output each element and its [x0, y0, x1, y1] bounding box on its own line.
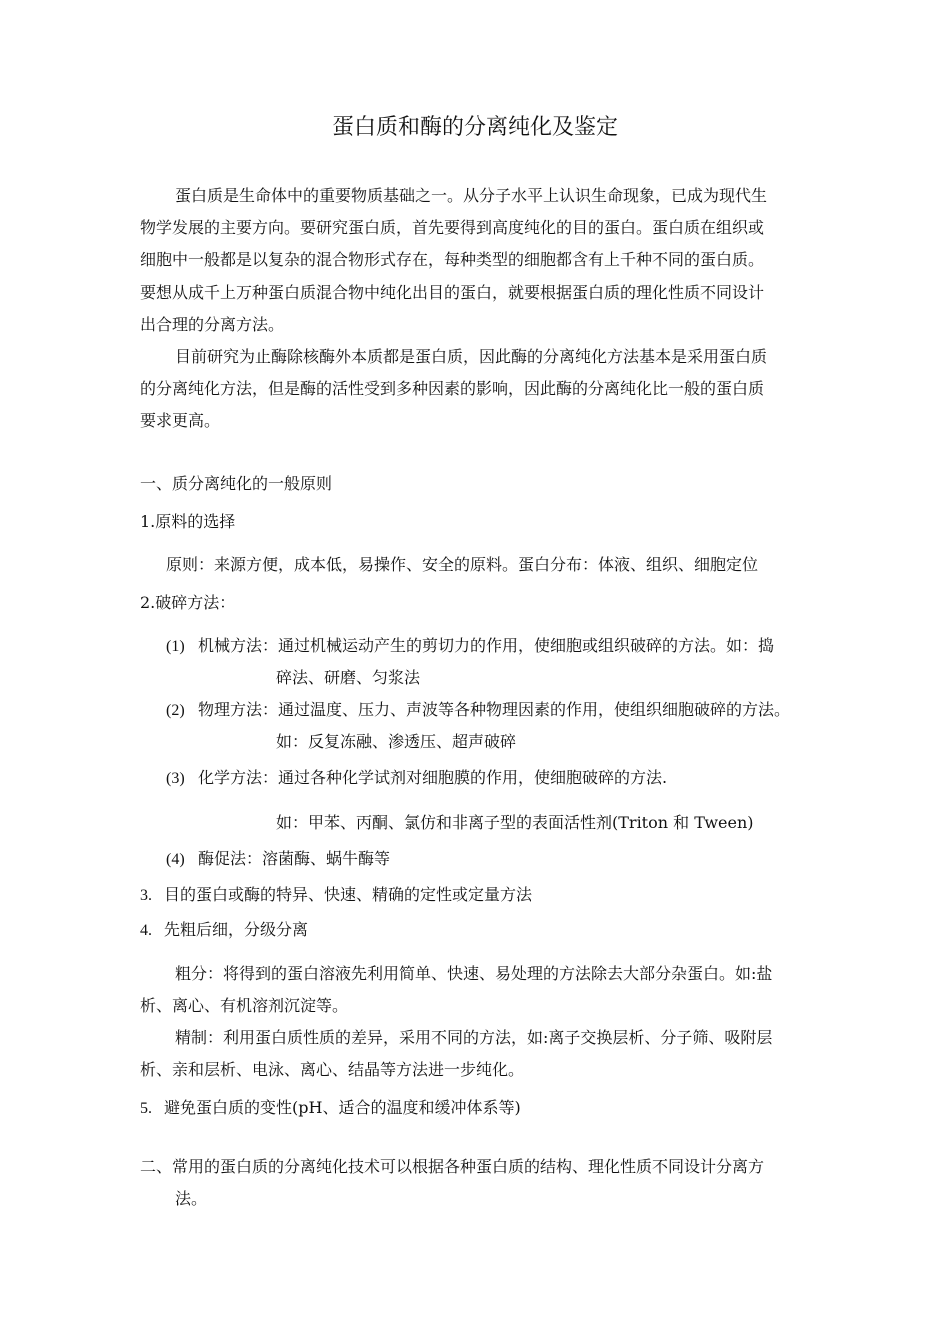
section-1-heading: 一、质分离纯化的一般原则 [140, 474, 333, 493]
fine-purification-line-1: 精制：利用蛋白质性质的差异，采用不同的方法，如:离子交换层析、分子筛、吸附层 [175, 1028, 773, 1047]
method-1-line-2: 碎法、研磨、匀浆法 [276, 668, 421, 687]
crude-separation-line-1: 粗分：将得到的蛋白溶液先利用简单、快速、易处理的方法除去大部分杂蛋白。如:盐 [175, 964, 773, 983]
item-3-text: 目的蛋白或酶的特异、快速、精确的定性或定量方法 [164, 885, 533, 904]
item-2-heading: 2.破碎方法： [140, 593, 236, 612]
method-3-line-1: 化学方法：通过各种化学试剂对细胞膜的作用，使细胞破碎的方法. [198, 768, 668, 787]
section-2-heading-line-2: 法。 [175, 1189, 208, 1208]
item-4-number: 4. [140, 922, 152, 939]
method-3-line-2: 如：甲苯、丙酮、氯仿和非离子型的表面活性剂(Triton 和 Tween) [276, 813, 754, 832]
item-5-number: 5. [140, 1100, 152, 1117]
method-1-line-1: 机械方法：通过机械运动产生的剪切力的作用，使细胞或组织破碎的方法。如：捣 [198, 636, 775, 655]
method-2-number: (2) [166, 702, 185, 719]
fine-purification-line-2: 析、亲和层析、电泳、离心、结晶等方法进一步纯化。 [140, 1060, 525, 1079]
item-1-text: 原则：来源方便，成本低，易操作、安全的原料。蛋白分布：体液、组织、细胞定位 [166, 555, 759, 574]
item-1-heading: 1.原料的选择 [140, 512, 236, 531]
intro-p1-line: 蛋白质是生命体中的重要物质基础之一。从分子水平上认识生命现象，已成为现代生 [175, 186, 768, 205]
intro-p1-line: 细胞中一般都是以复杂的混合物形式存在，每种类型的细胞都含有上千种不同的蛋白质。 [140, 250, 765, 269]
intro-p1-line: 出合理的分离方法。 [140, 315, 285, 334]
intro-p2-line: 要求更高。 [140, 411, 221, 430]
document-title: 蛋白质和酶的分离纯化及鉴定 [331, 115, 618, 140]
item-5-text: 避免蛋白质的变性(pH、适合的温度和缓冲体系等) [164, 1098, 521, 1117]
method-4-line-1: 酶促法：溶菌酶、蜗牛酶等 [198, 849, 391, 868]
intro-p1-line: 物学发展的主要方向。要研究蛋白质，首先要得到高度纯化的目的蛋白。蛋白质在组织或 [140, 218, 765, 237]
intro-p1-line: 要想从成千上万种蛋白质混合物中纯化出目的蛋白，就要根据蛋白质的理化性质不同设计 [140, 283, 765, 302]
method-4-number: (4) [166, 851, 185, 868]
method-3-number: (3) [166, 770, 185, 787]
section-2-heading-line-1: 二、常用的蛋白质的分离纯化技术可以根据各种蛋白质的结构、理化性质不同设计分离方 [140, 1157, 765, 1176]
item-4-text: 先粗后细，分级分离 [164, 920, 309, 939]
crude-separation-line-2: 析、离心、有机溶剂沉淀等。 [140, 996, 349, 1015]
intro-p2-line: 的分离纯化方法，但是酶的活性受到多种因素的影响，因此酶的分离纯化比一般的蛋白质 [140, 379, 765, 398]
method-1-number: (1) [166, 638, 185, 655]
method-2-line-1: 物理方法：通过温度、压力、声波等各种物理因素的作用，使组织细胞破碎的方法。 [198, 700, 791, 719]
intro-p2-line: 目前研究为止酶除核酶外本质都是蛋白质，因此酶的分离纯化方法基本是采用蛋白质 [175, 347, 768, 366]
method-2-line-2: 如：反复冻融、渗透压、超声破碎 [276, 732, 517, 751]
item-3-number: 3. [140, 887, 152, 904]
